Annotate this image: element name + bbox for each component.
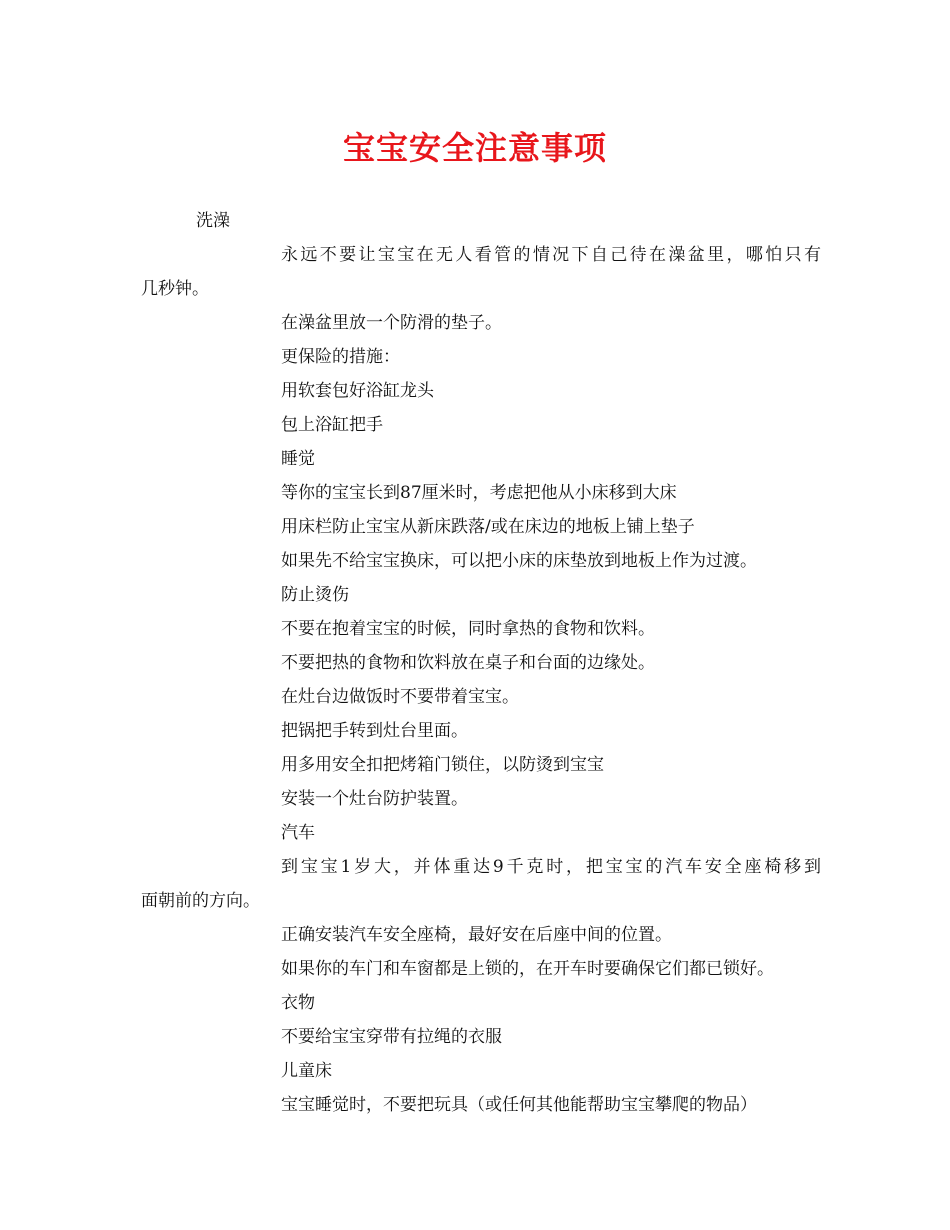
- paragraph-bath-unattended: [0, 238, 950, 306]
- section-heading-clothes: 衣物: [281, 993, 315, 1013]
- paragraph: 等你的宝宝长到87厘米时，考虑把他从小床移到大床: [281, 483, 677, 503]
- paragraph: 不要把热的食物和饮料放在桌子和台面的边缘处。: [281, 653, 655, 673]
- section-heading-car: 汽车: [281, 823, 315, 843]
- paragraph: 如果先不给宝宝换床，可以把小床的床垫放到地板上作为过渡。: [281, 551, 757, 571]
- paragraph-line: 几秒钟。: [141, 279, 209, 299]
- section-heading-burns: 防止烫伤: [281, 585, 349, 605]
- paragraph: 用软套包好浴缸龙头: [281, 381, 434, 401]
- page-title: 宝宝安全注意事项: [342, 129, 607, 167]
- paragraph: 更保险的措施：: [281, 347, 400, 367]
- paragraph: 用床栏防止宝宝从新床跌落/或在床边的地板上铺上垫子: [281, 517, 695, 537]
- paragraph-line: 面朝前的方向。: [141, 891, 260, 911]
- paragraph: 在澡盆里放一个防滑的垫子。: [281, 313, 502, 333]
- section-heading-crib: 儿童床: [281, 1061, 332, 1081]
- paragraph: 安装一个灶台防护装置。: [281, 789, 468, 809]
- paragraph-line: 到宝宝1岁大，并体重达9千克时，把宝宝的汽车安全座椅移到: [281, 857, 821, 877]
- section-heading-sleep: 睡觉: [281, 449, 315, 469]
- document-body: [0, 204, 950, 1122]
- paragraph: 不要给宝宝穿带有拉绳的衣服: [281, 1027, 502, 1047]
- paragraph-car-seat: [0, 850, 950, 918]
- paragraph: 把锅把手转到灶台里面。: [281, 721, 468, 741]
- paragraph: 正确安装汽车安全座椅，最好安在后座中间的位置。: [281, 925, 672, 945]
- paragraph: 包上浴缸把手: [281, 415, 383, 435]
- paragraph: 在灶台边做饭时不要带着宝宝。: [281, 687, 519, 707]
- paragraph: 不要在抱着宝宝的时候，同时拿热的食物和饮料。: [281, 619, 655, 639]
- paragraph: 用多用安全扣把烤箱门锁住，以防烫到宝宝: [281, 755, 604, 775]
- paragraph: 宝宝睡觉时，不要把玩具（或任何其他能帮助宝宝攀爬的物品）: [281, 1095, 757, 1115]
- paragraph: 如果你的车门和车窗都是上锁的，在开车时要确保它们都已锁好。: [281, 959, 774, 979]
- paragraph-line: 永远不要让宝宝在无人看管的情况下自己待在澡盆里，哪怕只有: [281, 245, 821, 265]
- section-heading-bath: 洗澡: [196, 211, 230, 231]
